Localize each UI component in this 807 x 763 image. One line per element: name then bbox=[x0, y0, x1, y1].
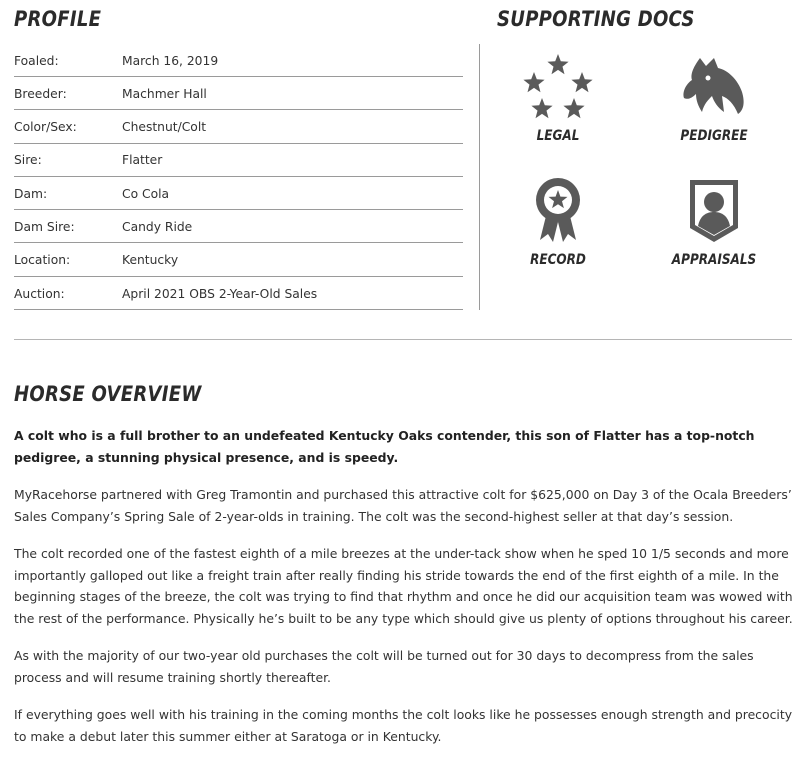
overview-lead-paragraph: A colt who is a full brother to an undefeated Kentucky Oaks contender, this son of Flatter has a top-notch pedigree, a stunning physical presence, and is speedy. bbox=[14, 428, 755, 465]
profile-label: Dam: bbox=[14, 186, 48, 201]
profile-value: Co Cola bbox=[122, 186, 170, 201]
profile-value: Candy Ride bbox=[122, 219, 193, 234]
overview-paragraph: The colt recorded one of the fastest eighth of a mile breezes at the under-tack show when he sped 10 1/5 seconds and more importantly galloped out like a freight train after really finding his stride towards the end of the first eighth of a mile. In the beginning stages of the breeze, the colt was trying to find that rhythm and once he did our acquisition team was wowed with the rest of the performance. Physically he’s built to be any type which should give us plenty of options throughout his career. bbox=[14, 546, 793, 626]
profile-row-dam-sire bbox=[14, 211, 463, 243]
profile-row-foaled bbox=[14, 45, 463, 77]
profile-value: March 16, 2019 bbox=[122, 53, 219, 68]
profile-label: Location: bbox=[14, 253, 71, 268]
stars-icon bbox=[522, 52, 594, 122]
profile-label: Color/Sex: bbox=[14, 120, 77, 135]
profile-value: Kentucky bbox=[122, 253, 179, 268]
overview-paragraph: If everything goes well with his training in the coming months the colt looks like he possesses enough strength and precocity to make a debut later this summer either at Saratoga or in Kentucky. bbox=[14, 707, 793, 744]
horse-head-icon bbox=[678, 52, 750, 122]
horse-overview-heading: HORSE OVERVIEW bbox=[14, 382, 202, 406]
profile-heading: PROFILE bbox=[14, 7, 102, 31]
profile-label: Dam Sire: bbox=[14, 219, 75, 234]
doc-label: APPRAISALS bbox=[671, 252, 757, 268]
profile-row-location bbox=[14, 245, 463, 277]
doc-pedigree-link[interactable] bbox=[659, 52, 769, 144]
profile-value: Flatter bbox=[122, 153, 163, 168]
profile-label: Auction: bbox=[14, 286, 65, 301]
supporting-docs-heading: SUPPORTING DOCS bbox=[497, 7, 695, 31]
section-divider bbox=[14, 339, 792, 340]
profile-row-auction bbox=[14, 278, 463, 310]
vertical-divider bbox=[479, 44, 480, 310]
profile-value: Chestnut/Colt bbox=[122, 120, 207, 135]
doc-legal-link[interactable] bbox=[503, 52, 613, 144]
doc-record-link[interactable] bbox=[503, 176, 613, 268]
profile-row-sire bbox=[14, 145, 463, 177]
profile-table bbox=[14, 45, 463, 311]
award-ribbon-icon bbox=[522, 176, 594, 246]
doc-appraisals-link[interactable] bbox=[659, 176, 769, 268]
profile-value: April 2021 OBS 2-Year-Old Sales bbox=[122, 286, 318, 301]
profile-label: Breeder: bbox=[14, 86, 67, 101]
profile-value: Machmer Hall bbox=[122, 86, 207, 101]
profile-label: Foaled: bbox=[14, 53, 59, 68]
overview-paragraph: MyRacehorse partnered with Greg Tramontin and purchased this attractive colt for $625,000 on Day 3 of the Ocala Breeders’ Sales Company’s Spring Sale of 2-year-olds in training. The colt was the second-highest seller at that day’s session. bbox=[14, 487, 792, 524]
doc-label: PEDIGREE bbox=[680, 128, 748, 144]
profile-row-color-sex bbox=[14, 112, 463, 144]
badge-portrait-icon bbox=[678, 176, 750, 246]
profile-row-breeder bbox=[14, 78, 463, 110]
profile-row-dam bbox=[14, 178, 463, 210]
overview-paragraph: As with the majority of our two-year old purchases the colt will be turned out for 30 days to decompress from the sales process and will resume training shortly thereafter. bbox=[14, 648, 754, 685]
doc-label: RECORD bbox=[530, 252, 586, 268]
profile-label: Sire: bbox=[14, 153, 42, 168]
doc-label: LEGAL bbox=[536, 128, 580, 144]
horse-overview-body bbox=[14, 425, 794, 763]
